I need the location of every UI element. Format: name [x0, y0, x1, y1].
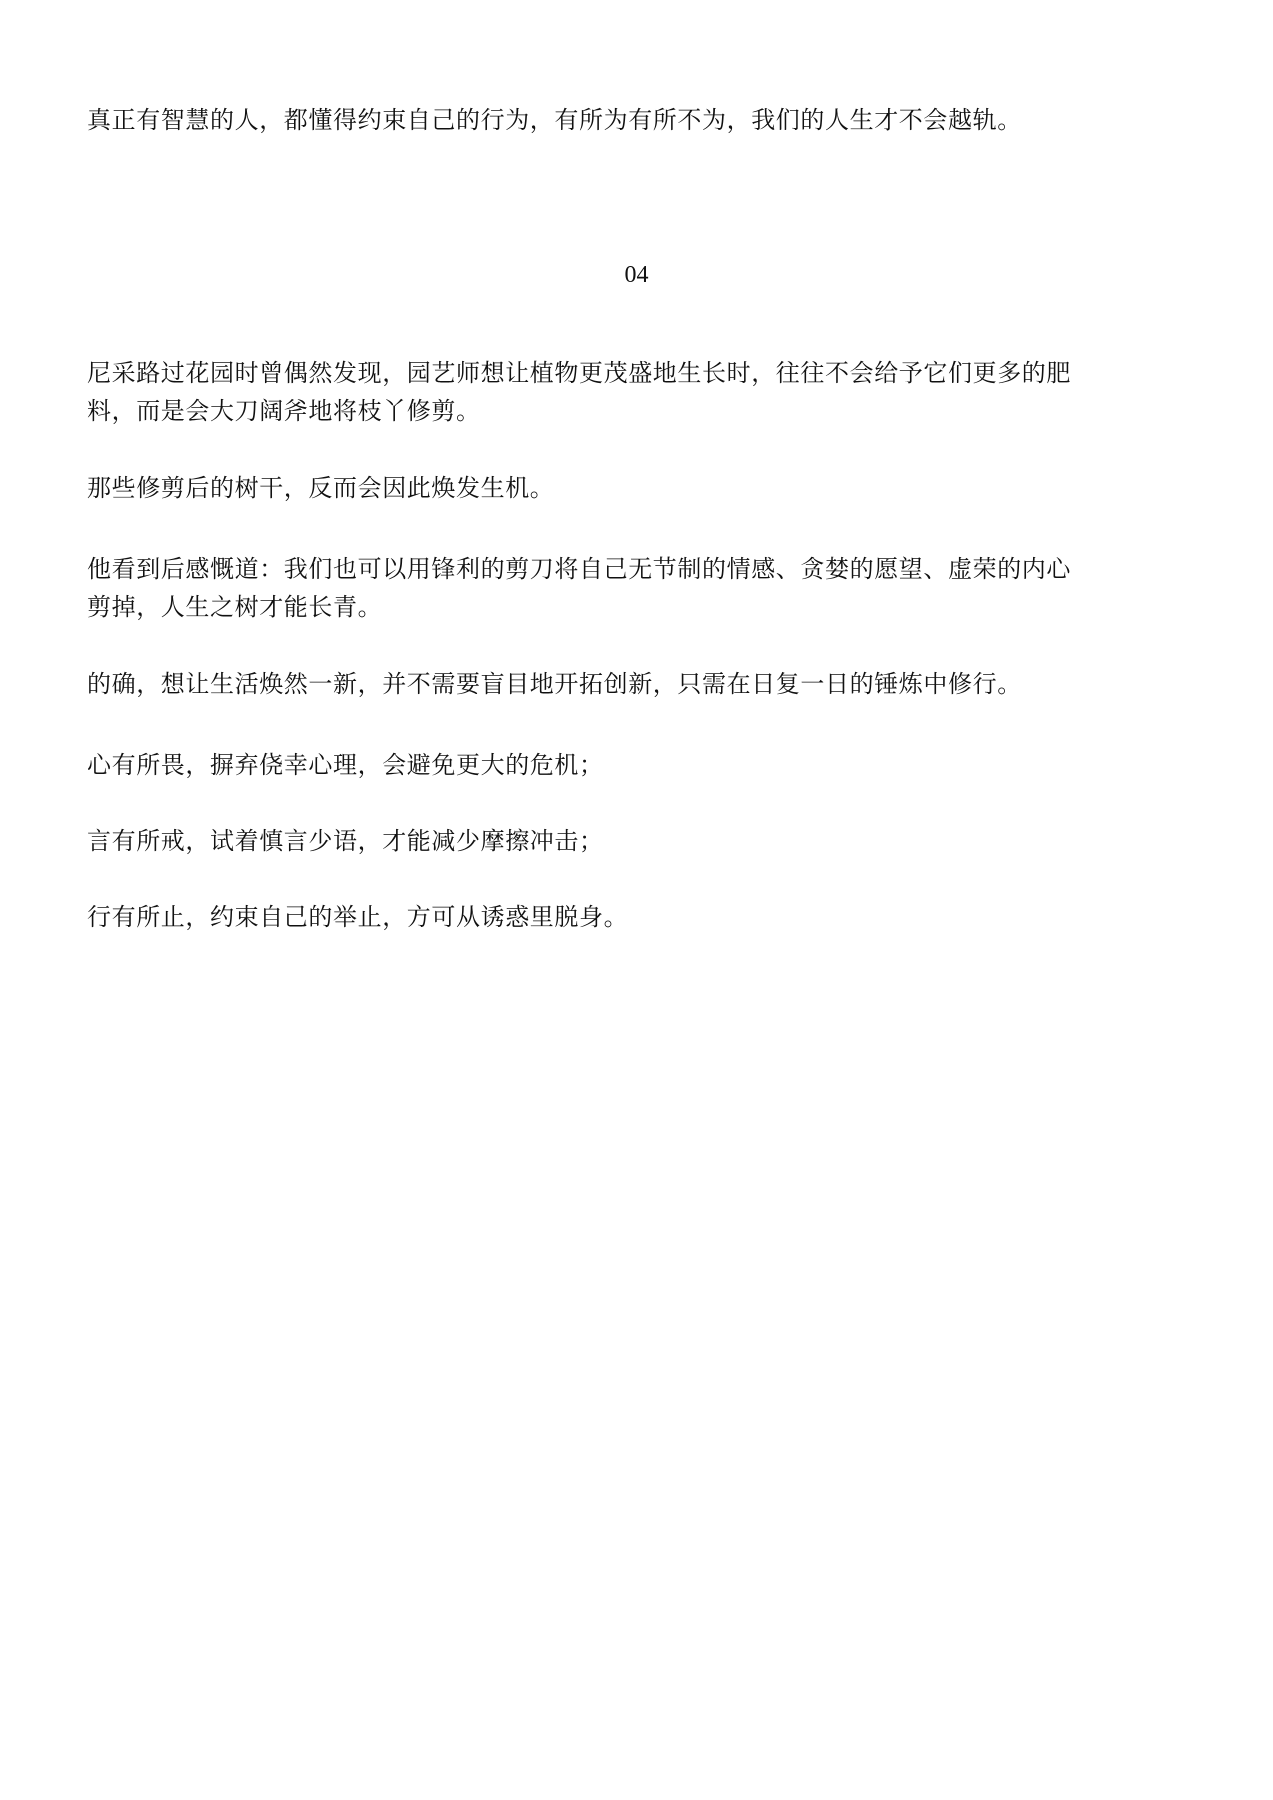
section-number: 04 [624, 262, 649, 288]
intro-paragraph: 真正有智慧的人，都懂得约束自己的行为，有所为有所不为，我们的人生才不会越轨。 [87, 106, 1022, 134]
paragraph-renewal: 的确，想让生活焕然一新，并不需要盲目地开拓创新，只需在日复一日的锤炼中修行。 [87, 670, 1022, 698]
paragraph-heart-awe: 心有所畏，摒弃侥幸心理，会避免更大的危机； [87, 751, 604, 779]
paragraph-nietzsche-garden: 尼采路过花园时曾偶然发现，园艺师想让植物更茂盛地生长时，往往不会给予它们更多的肥 料，而是会大刀阔斧地将枝丫修剪。 [87, 359, 1071, 425]
paragraph-conduct-restraint: 行有所止，约束自己的举止，方可从诱惑里脱身。 [87, 903, 629, 931]
paragraph-sharp-scissors: 他看到后感慨道：我们也可以用锋利的剪刀将自己无节制的情感、贪婪的愿望、虚荣的内心 剪掉，人生之树才能长青。 [87, 555, 1071, 621]
paragraph-speech-caution: 言有所戒，试着慎言少语，才能减少摩擦冲击； [87, 827, 604, 855]
paragraph-trimmed-trees: 那些修剪后的树干，反而会因此焕发生机。 [87, 474, 555, 502]
